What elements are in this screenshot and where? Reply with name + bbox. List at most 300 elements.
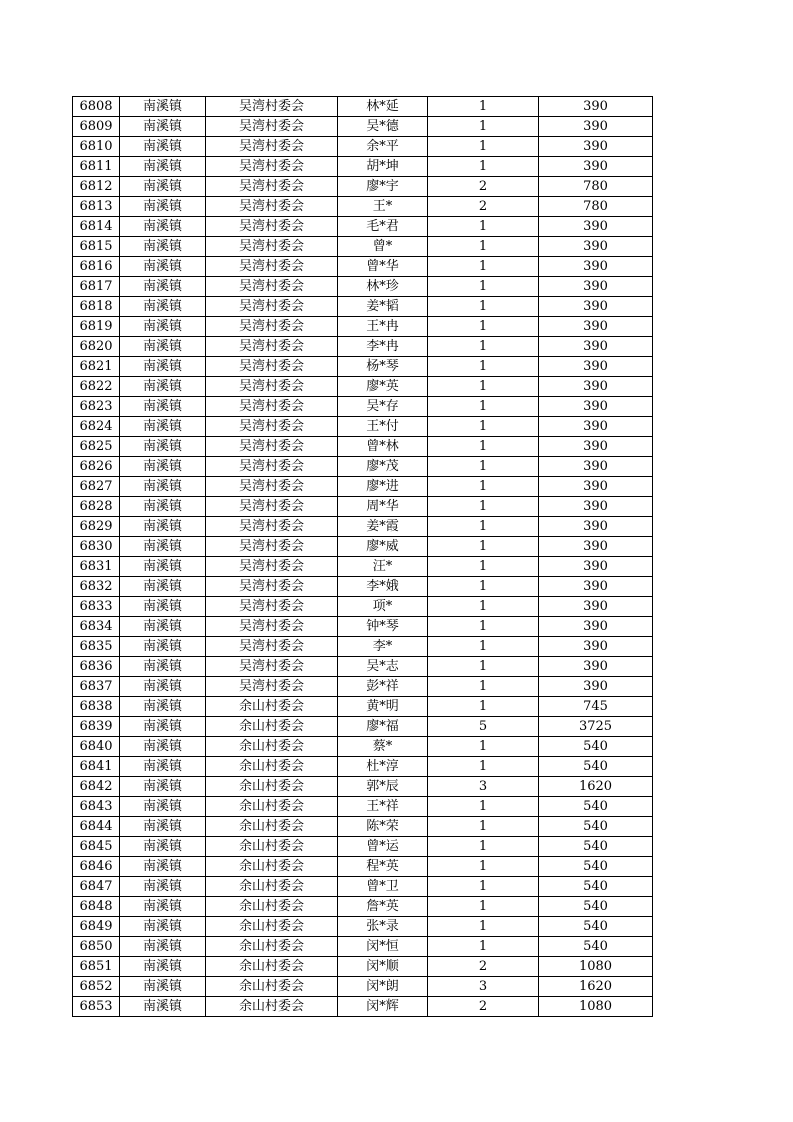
person-count-cell: 1 — [428, 297, 539, 317]
village-cell: 余山村委会 — [206, 857, 338, 877]
village-cell: 余山村委会 — [206, 897, 338, 917]
person-count-cell: 1 — [428, 877, 539, 897]
amount-cell: 390 — [539, 257, 653, 277]
table-row — [73, 497, 653, 517]
village-cell: 吴湾村委会 — [206, 357, 338, 377]
person-count-cell: 1 — [428, 457, 539, 477]
row-number-cell: 6838 — [73, 697, 120, 717]
name-cell: 闵*恒 — [338, 937, 428, 957]
amount-cell: 390 — [539, 377, 653, 397]
person-count-cell: 1 — [428, 277, 539, 297]
amount-cell: 540 — [539, 737, 653, 757]
name-cell: 钟*琴 — [338, 617, 428, 637]
person-count-cell: 1 — [428, 757, 539, 777]
amount-cell: 390 — [539, 297, 653, 317]
table-row — [73, 377, 653, 397]
amount-cell: 390 — [539, 537, 653, 557]
table-row — [73, 417, 653, 437]
name-cell: 廖*福 — [338, 717, 428, 737]
amount-cell: 540 — [539, 897, 653, 917]
amount-cell: 390 — [539, 397, 653, 417]
person-count-cell: 1 — [428, 917, 539, 937]
name-cell: 廖*威 — [338, 537, 428, 557]
name-cell: 李*冉 — [338, 337, 428, 357]
person-count-cell: 1 — [428, 497, 539, 517]
table-row — [73, 317, 653, 337]
town-cell: 南溪镇 — [120, 797, 206, 817]
name-cell: 吴*德 — [338, 117, 428, 137]
village-cell: 吴湾村委会 — [206, 677, 338, 697]
town-cell: 南溪镇 — [120, 857, 206, 877]
town-cell: 南溪镇 — [120, 497, 206, 517]
village-cell: 余山村委会 — [206, 757, 338, 777]
name-cell: 曾*华 — [338, 257, 428, 277]
name-cell: 胡*坤 — [338, 157, 428, 177]
name-cell: 李*娥 — [338, 577, 428, 597]
village-cell: 余山村委会 — [206, 717, 338, 737]
table-row — [73, 577, 653, 597]
table-row — [73, 977, 653, 997]
amount-cell: 390 — [539, 237, 653, 257]
table-row — [73, 737, 653, 757]
row-number-cell: 6830 — [73, 537, 120, 557]
name-cell: 张*录 — [338, 917, 428, 937]
table-row — [73, 137, 653, 157]
village-cell: 余山村委会 — [206, 777, 338, 797]
village-cell: 余山村委会 — [206, 917, 338, 937]
town-cell: 南溪镇 — [120, 477, 206, 497]
amount-cell: 745 — [539, 697, 653, 717]
person-count-cell: 1 — [428, 477, 539, 497]
table-row — [73, 677, 653, 697]
name-cell: 陈*荣 — [338, 817, 428, 837]
town-cell: 南溪镇 — [120, 837, 206, 857]
row-number-cell: 6851 — [73, 957, 120, 977]
person-count-cell: 1 — [428, 597, 539, 617]
amount-cell: 390 — [539, 337, 653, 357]
table-row — [73, 617, 653, 637]
village-cell: 余山村委会 — [206, 877, 338, 897]
row-number-cell: 6812 — [73, 177, 120, 197]
amount-cell: 390 — [539, 477, 653, 497]
amount-cell: 780 — [539, 177, 653, 197]
village-cell: 吴湾村委会 — [206, 317, 338, 337]
table-row — [73, 117, 653, 137]
amount-cell: 540 — [539, 857, 653, 877]
table-row — [73, 457, 653, 477]
village-cell: 吴湾村委会 — [206, 217, 338, 237]
amount-cell: 540 — [539, 757, 653, 777]
amount-cell: 540 — [539, 797, 653, 817]
table-row — [73, 897, 653, 917]
amount-cell: 1620 — [539, 777, 653, 797]
table-row — [73, 257, 653, 277]
town-cell: 南溪镇 — [120, 997, 206, 1017]
table-row — [73, 97, 653, 117]
name-cell: 吴*存 — [338, 397, 428, 417]
row-number-cell: 6843 — [73, 797, 120, 817]
village-cell: 吴湾村委会 — [206, 297, 338, 317]
town-cell: 南溪镇 — [120, 297, 206, 317]
name-cell: 杨*琴 — [338, 357, 428, 377]
amount-cell: 540 — [539, 837, 653, 857]
row-number-cell: 6829 — [73, 517, 120, 537]
person-count-cell: 2 — [428, 997, 539, 1017]
name-cell: 王*祥 — [338, 797, 428, 817]
person-count-cell: 1 — [428, 137, 539, 157]
town-cell: 南溪镇 — [120, 97, 206, 117]
town-cell: 南溪镇 — [120, 557, 206, 577]
table-row — [73, 757, 653, 777]
amount-cell: 1080 — [539, 997, 653, 1017]
town-cell: 南溪镇 — [120, 737, 206, 757]
name-cell: 林*珍 — [338, 277, 428, 297]
amount-cell: 390 — [539, 357, 653, 377]
amount-cell: 390 — [539, 137, 653, 157]
name-cell: 郭*辰 — [338, 777, 428, 797]
town-cell: 南溪镇 — [120, 317, 206, 337]
village-cell: 余山村委会 — [206, 977, 338, 997]
row-number-cell: 6833 — [73, 597, 120, 617]
person-count-cell: 1 — [428, 577, 539, 597]
name-cell: 蔡* — [338, 737, 428, 757]
name-cell: 李* — [338, 637, 428, 657]
table-row — [73, 517, 653, 537]
town-cell: 南溪镇 — [120, 537, 206, 557]
person-count-cell: 3 — [428, 777, 539, 797]
town-cell: 南溪镇 — [120, 117, 206, 137]
row-number-cell: 6825 — [73, 437, 120, 457]
row-number-cell: 6824 — [73, 417, 120, 437]
table-row — [73, 957, 653, 977]
row-number-cell: 6832 — [73, 577, 120, 597]
name-cell: 廖*进 — [338, 477, 428, 497]
person-count-cell: 2 — [428, 197, 539, 217]
name-cell: 闵*顺 — [338, 957, 428, 977]
person-count-cell: 1 — [428, 257, 539, 277]
amount-cell: 390 — [539, 577, 653, 597]
table-row — [73, 237, 653, 257]
person-count-cell: 1 — [428, 677, 539, 697]
town-cell: 南溪镇 — [120, 377, 206, 397]
row-number-cell: 6835 — [73, 637, 120, 657]
town-cell: 南溪镇 — [120, 397, 206, 417]
table-row — [73, 837, 653, 857]
table-row — [73, 917, 653, 937]
amount-cell: 540 — [539, 937, 653, 957]
table-row — [73, 197, 653, 217]
name-cell: 程*英 — [338, 857, 428, 877]
row-number-cell: 6815 — [73, 237, 120, 257]
row-number-cell: 6810 — [73, 137, 120, 157]
amount-cell: 390 — [539, 637, 653, 657]
name-cell: 曾*林 — [338, 437, 428, 457]
village-cell: 吴湾村委会 — [206, 617, 338, 637]
name-cell: 杜*淳 — [338, 757, 428, 777]
table-row — [73, 217, 653, 237]
town-cell: 南溪镇 — [120, 177, 206, 197]
name-cell: 彭*祥 — [338, 677, 428, 697]
person-count-cell: 1 — [428, 357, 539, 377]
name-cell: 闵*辉 — [338, 997, 428, 1017]
amount-cell: 540 — [539, 877, 653, 897]
person-count-cell: 1 — [428, 737, 539, 757]
row-number-cell: 6849 — [73, 917, 120, 937]
row-number-cell: 6808 — [73, 97, 120, 117]
person-count-cell: 1 — [428, 377, 539, 397]
town-cell: 南溪镇 — [120, 457, 206, 477]
village-cell: 余山村委会 — [206, 737, 338, 757]
village-cell: 吴湾村委会 — [206, 517, 338, 537]
town-cell: 南溪镇 — [120, 677, 206, 697]
person-count-cell: 1 — [428, 337, 539, 357]
amount-cell: 390 — [539, 277, 653, 297]
town-cell: 南溪镇 — [120, 637, 206, 657]
town-cell: 南溪镇 — [120, 897, 206, 917]
town-cell: 南溪镇 — [120, 697, 206, 717]
name-cell: 廖*茂 — [338, 457, 428, 477]
person-count-cell: 1 — [428, 537, 539, 557]
village-cell: 吴湾村委会 — [206, 177, 338, 197]
person-count-cell: 1 — [428, 837, 539, 857]
row-number-cell: 6845 — [73, 837, 120, 857]
village-cell: 吴湾村委会 — [206, 597, 338, 617]
amount-cell: 390 — [539, 417, 653, 437]
row-number-cell: 6813 — [73, 197, 120, 217]
town-cell: 南溪镇 — [120, 417, 206, 437]
name-cell: 毛*君 — [338, 217, 428, 237]
table-row — [73, 357, 653, 377]
name-cell: 余*平 — [338, 137, 428, 157]
village-cell: 吴湾村委会 — [206, 397, 338, 417]
town-cell: 南溪镇 — [120, 617, 206, 637]
row-number-cell: 6831 — [73, 557, 120, 577]
row-number-cell: 6821 — [73, 357, 120, 377]
row-number-cell: 6852 — [73, 977, 120, 997]
table-row — [73, 597, 653, 617]
person-count-cell: 5 — [428, 717, 539, 737]
amount-cell: 390 — [539, 457, 653, 477]
roster-table-body — [73, 97, 653, 1017]
roster-table — [72, 96, 653, 1017]
amount-cell: 390 — [539, 597, 653, 617]
town-cell: 南溪镇 — [120, 437, 206, 457]
name-cell: 廖*宇 — [338, 177, 428, 197]
amount-cell: 390 — [539, 217, 653, 237]
table-row — [73, 997, 653, 1017]
person-count-cell: 1 — [428, 857, 539, 877]
row-number-cell: 6853 — [73, 997, 120, 1017]
town-cell: 南溪镇 — [120, 157, 206, 177]
name-cell: 闵*朗 — [338, 977, 428, 997]
town-cell: 南溪镇 — [120, 337, 206, 357]
amount-cell: 390 — [539, 117, 653, 137]
village-cell: 吴湾村委会 — [206, 577, 338, 597]
village-cell: 余山村委会 — [206, 937, 338, 957]
table-row — [73, 797, 653, 817]
row-number-cell: 6834 — [73, 617, 120, 637]
amount-cell: 1080 — [539, 957, 653, 977]
row-number-cell: 6850 — [73, 937, 120, 957]
town-cell: 南溪镇 — [120, 717, 206, 737]
row-number-cell: 6847 — [73, 877, 120, 897]
village-cell: 余山村委会 — [206, 997, 338, 1017]
table-row — [73, 297, 653, 317]
name-cell: 姜*韬 — [338, 297, 428, 317]
village-cell: 吴湾村委会 — [206, 117, 338, 137]
person-count-cell: 1 — [428, 617, 539, 637]
row-number-cell: 6826 — [73, 457, 120, 477]
town-cell: 南溪镇 — [120, 237, 206, 257]
person-count-cell: 1 — [428, 117, 539, 137]
village-cell: 吴湾村委会 — [206, 277, 338, 297]
row-number-cell: 6816 — [73, 257, 120, 277]
village-cell: 吴湾村委会 — [206, 417, 338, 437]
village-cell: 吴湾村委会 — [206, 657, 338, 677]
person-count-cell: 1 — [428, 517, 539, 537]
name-cell: 廖*英 — [338, 377, 428, 397]
person-count-cell: 2 — [428, 957, 539, 977]
amount-cell: 390 — [539, 317, 653, 337]
person-count-cell: 1 — [428, 657, 539, 677]
row-number-cell: 6841 — [73, 757, 120, 777]
village-cell: 吴湾村委会 — [206, 437, 338, 457]
town-cell: 南溪镇 — [120, 577, 206, 597]
village-cell: 余山村委会 — [206, 697, 338, 717]
village-cell: 余山村委会 — [206, 957, 338, 977]
row-number-cell: 6822 — [73, 377, 120, 397]
village-cell: 吴湾村委会 — [206, 557, 338, 577]
amount-cell: 390 — [539, 517, 653, 537]
table-row — [73, 177, 653, 197]
person-count-cell: 3 — [428, 977, 539, 997]
village-cell: 吴湾村委会 — [206, 637, 338, 657]
table-row — [73, 337, 653, 357]
row-number-cell: 6836 — [73, 657, 120, 677]
amount-cell: 390 — [539, 557, 653, 577]
town-cell: 南溪镇 — [120, 777, 206, 797]
person-count-cell: 1 — [428, 157, 539, 177]
row-number-cell: 6820 — [73, 337, 120, 357]
table-row — [73, 557, 653, 577]
town-cell: 南溪镇 — [120, 817, 206, 837]
row-number-cell: 6844 — [73, 817, 120, 837]
name-cell: 姜*霞 — [338, 517, 428, 537]
row-number-cell: 6842 — [73, 777, 120, 797]
name-cell: 黄*明 — [338, 697, 428, 717]
row-number-cell: 6840 — [73, 737, 120, 757]
town-cell: 南溪镇 — [120, 137, 206, 157]
name-cell: 林*延 — [338, 97, 428, 117]
amount-cell: 390 — [539, 617, 653, 637]
amount-cell: 540 — [539, 917, 653, 937]
town-cell: 南溪镇 — [120, 217, 206, 237]
village-cell: 吴湾村委会 — [206, 377, 338, 397]
row-number-cell: 6811 — [73, 157, 120, 177]
town-cell: 南溪镇 — [120, 517, 206, 537]
town-cell: 南溪镇 — [120, 357, 206, 377]
person-count-cell: 1 — [428, 417, 539, 437]
town-cell: 南溪镇 — [120, 937, 206, 957]
name-cell: 王*冉 — [338, 317, 428, 337]
person-count-cell: 1 — [428, 237, 539, 257]
amount-cell: 390 — [539, 497, 653, 517]
table-row — [73, 857, 653, 877]
person-count-cell: 2 — [428, 177, 539, 197]
person-count-cell: 1 — [428, 697, 539, 717]
table-row — [73, 697, 653, 717]
village-cell: 吴湾村委会 — [206, 457, 338, 477]
village-cell: 吴湾村委会 — [206, 497, 338, 517]
town-cell: 南溪镇 — [120, 877, 206, 897]
amount-cell: 390 — [539, 437, 653, 457]
village-cell: 吴湾村委会 — [206, 477, 338, 497]
town-cell: 南溪镇 — [120, 277, 206, 297]
town-cell: 南溪镇 — [120, 757, 206, 777]
row-number-cell: 6846 — [73, 857, 120, 877]
amount-cell: 390 — [539, 157, 653, 177]
table-row — [73, 477, 653, 497]
name-cell: 周*华 — [338, 497, 428, 517]
town-cell: 南溪镇 — [120, 597, 206, 617]
village-cell: 吴湾村委会 — [206, 197, 338, 217]
name-cell: 曾* — [338, 237, 428, 257]
table-row — [73, 877, 653, 897]
town-cell: 南溪镇 — [120, 977, 206, 997]
amount-cell: 390 — [539, 677, 653, 697]
name-cell: 项* — [338, 597, 428, 617]
name-cell: 吴*志 — [338, 657, 428, 677]
village-cell: 余山村委会 — [206, 837, 338, 857]
row-number-cell: 6837 — [73, 677, 120, 697]
name-cell: 汪* — [338, 557, 428, 577]
amount-cell: 540 — [539, 817, 653, 837]
village-cell: 吴湾村委会 — [206, 537, 338, 557]
row-number-cell: 6819 — [73, 317, 120, 337]
table-row — [73, 937, 653, 957]
village-cell: 吴湾村委会 — [206, 237, 338, 257]
amount-cell: 390 — [539, 657, 653, 677]
town-cell: 南溪镇 — [120, 957, 206, 977]
row-number-cell: 6809 — [73, 117, 120, 137]
village-cell: 吴湾村委会 — [206, 137, 338, 157]
table-row — [73, 437, 653, 457]
amount-cell: 1620 — [539, 977, 653, 997]
town-cell: 南溪镇 — [120, 657, 206, 677]
amount-cell: 390 — [539, 97, 653, 117]
amount-cell: 3725 — [539, 717, 653, 737]
person-count-cell: 1 — [428, 637, 539, 657]
table-row — [73, 397, 653, 417]
row-number-cell: 6828 — [73, 497, 120, 517]
person-count-cell: 1 — [428, 217, 539, 237]
name-cell: 王* — [338, 197, 428, 217]
row-number-cell: 6848 — [73, 897, 120, 917]
table-row — [73, 157, 653, 177]
table-row — [73, 657, 653, 677]
person-count-cell: 1 — [428, 437, 539, 457]
amount-cell: 780 — [539, 197, 653, 217]
person-count-cell: 1 — [428, 97, 539, 117]
table-row — [73, 277, 653, 297]
person-count-cell: 1 — [428, 317, 539, 337]
village-cell: 余山村委会 — [206, 817, 338, 837]
table-row — [73, 777, 653, 797]
village-cell: 吴湾村委会 — [206, 337, 338, 357]
table-row — [73, 537, 653, 557]
row-number-cell: 6818 — [73, 297, 120, 317]
row-number-cell: 6814 — [73, 217, 120, 237]
